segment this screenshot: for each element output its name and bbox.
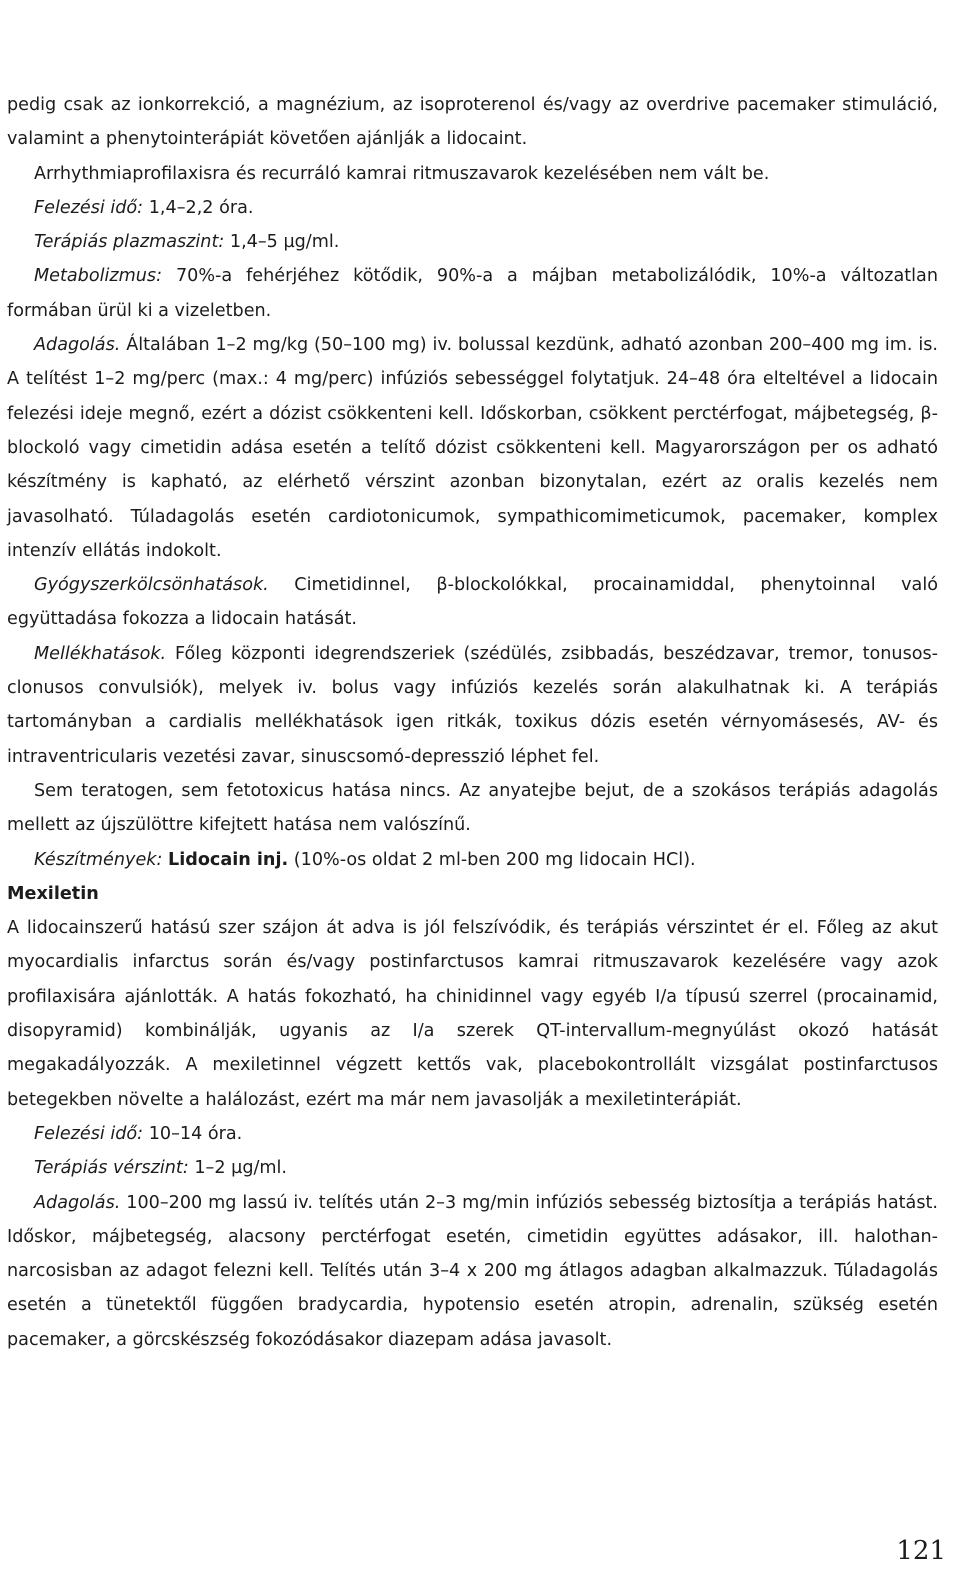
products-label: Készítmények: xyxy=(34,849,163,870)
section-heading-mexiletin: Mexiletin xyxy=(7,883,99,904)
mexiletin-blood-level-paragraph xyxy=(7,1151,938,1185)
halflife-text: 1,4–2,2 óra. xyxy=(148,197,254,218)
side-effects-paragraph xyxy=(7,637,938,774)
mexiletin-blood-level-label: Terápiás vérszint: xyxy=(34,1158,189,1179)
pregnancy-paragraph: Sem teratogen, sem fetotoxicus hatása nincs. Az anyatejbe bejut, de a szokásos terápiás adagolás mellett az újszülöttre kifejtett hatása nem valószínű. xyxy=(7,780,938,836)
mexiletin-description: A lidocainszerű hatású szer szájon át adva is jól felszívódik, és terápiás vérszintet ér el. Főleg az akut myocardialis infarctus során és/vagy postinfarctusos kamrai ritmuszavarok kezelésére vagy azok profilaxisára ajánlották. A hatás fokozható, ha chinidinnel vagy egyéb I/a típusú szerrel (procainamid, disopyramid) kombinálják, ugyanis az I/a szerek QT-intervallum-megnyúlást okozó hatását megakadályozzák. A mexiletinnel végzett kettős vak, placebokontrollált vizsgálat postinfarctusos betegekben növelte a halálozást, ezért ma már nem javasolják a mexiletinterápiát. xyxy=(7,918,938,1110)
plasma-level-paragraph xyxy=(7,225,938,259)
mexiletin-halflife-text: 10–14 óra. xyxy=(148,1123,243,1144)
plasma-level-label: Terápiás plazmaszint: xyxy=(34,232,225,253)
page-number: 121 xyxy=(896,1536,946,1566)
mexiletin-dosing-label: Adagolás. xyxy=(34,1192,121,1213)
interactions-paragraph xyxy=(7,568,938,637)
dosing-text: Általában 1–2 mg/kg (50–100 mg) iv. bolussal kezdünk, adható azonban 200–400 mg im. is. A telítést 1–2 mg/perc (max.: 4 mg/perc) infúziós sebességgel folytatjuk. 24–48 óra elteltével a lidocain felezési ideje megnő, ezért a dózist csökkenteni kell. Időskorban, csökkent perctérfogat, májbetegség, β-blockoló vagy cimetidin adása esetén a telítő dózist csökkenteni kell. Magyarországon per os adható készítmény is kapható, az elérhető vérszint azonban bizonytalan, ezért az oralis kezelés nem javasolható. Túladagolás esetén cardiotonicumok, sympathicomimeticumok, pacemaker, komplex intenzív ellátás indokolt. xyxy=(7,335,938,561)
prophylaxis-paragraph: Arrhythmiaprofilaxisra és recurráló kamrai ritmuszavarok kezelésében nem vált be. xyxy=(34,163,770,184)
products-text: (10%-os oldat 2 ml-ben 200 mg lidocain HCl). xyxy=(293,849,696,870)
dosing-paragraph xyxy=(7,328,938,568)
side-effects-text: Főleg központi idegrendszeriek (szédülés, zsibbadás, beszédzavar, tremor, tonusos-clonusos convulsiók), melyek iv. bolus vagy infúziós kezelés során alakulhatnak ki. A terápiás tartományban a cardialis mellékhatások igen ritkák, toxikus dózis esetén vérnyomásesés, AV- és intraventricularis vezetési zavar, sinuscsomó-depresszió léphet fel. xyxy=(7,643,939,767)
mexiletin-dosing-paragraph xyxy=(7,1186,938,1357)
product-name: Lidocain inj. xyxy=(167,849,289,870)
metabolism-text: 70%-a fehérjéhez kötődik, 90%-a a májban metabolizálódik, 10%-a változatlan formában ürül ki a vizeletben. xyxy=(7,266,938,321)
dosing-label: Adagolás. xyxy=(34,335,121,356)
halflife-paragraph xyxy=(7,191,938,225)
mexiletin-halflife-paragraph xyxy=(7,1117,938,1151)
side-effects-label: Mellékhatások. xyxy=(34,643,167,664)
interactions-text: Cimetidinnel, β-blockolókkal, procainamiddal, phenytoinnal való együttadása fokozza a lidocain hatását. xyxy=(7,575,938,630)
plasma-level-text: 1,4–5 µg/ml. xyxy=(229,232,340,253)
metabolism-paragraph xyxy=(7,259,938,328)
mexiletin-dosing-text: 100–200 mg lassú iv. telítés után 2–3 mg/min infúziós sebesség biztosítja a terápiás hatást. Időskor, májbetegség, alacsony perctérfogat esetén, cimetidin együttes adásakor, ill. halothan-narcosisban az adagot felezni kell. Telítés után 3–4 x 200 mg átlagos adagban alkalmazzuk. Túladagolás esetén a tünetektől függően bradycardia, hypotensio esetén atropin, adrenalin, szükség esetén pacemaker, a görcskészség fokozódásakor diazepam adása javasolt. xyxy=(7,1192,938,1350)
book-page-text xyxy=(7,88,938,1357)
intro-paragraph: pedig csak az ionkorrekció, a magnézium, az isoproterenol és/vagy az overdrive pacemaker stimuláció, valamint a phenytointerápiát követően ajánlják a lidocaint. xyxy=(7,95,938,150)
interactions-label: Gyógyszerkölcsönhatások. xyxy=(34,575,269,596)
products-paragraph xyxy=(7,843,938,877)
mexiletin-blood-level-text: 1–2 µg/ml. xyxy=(194,1158,288,1179)
halflife-label: Felezési idő: xyxy=(34,197,144,218)
metabolism-label: Metabolizmus: xyxy=(34,266,163,287)
mexiletin-halflife-label: Felezési idő: xyxy=(34,1123,144,1144)
